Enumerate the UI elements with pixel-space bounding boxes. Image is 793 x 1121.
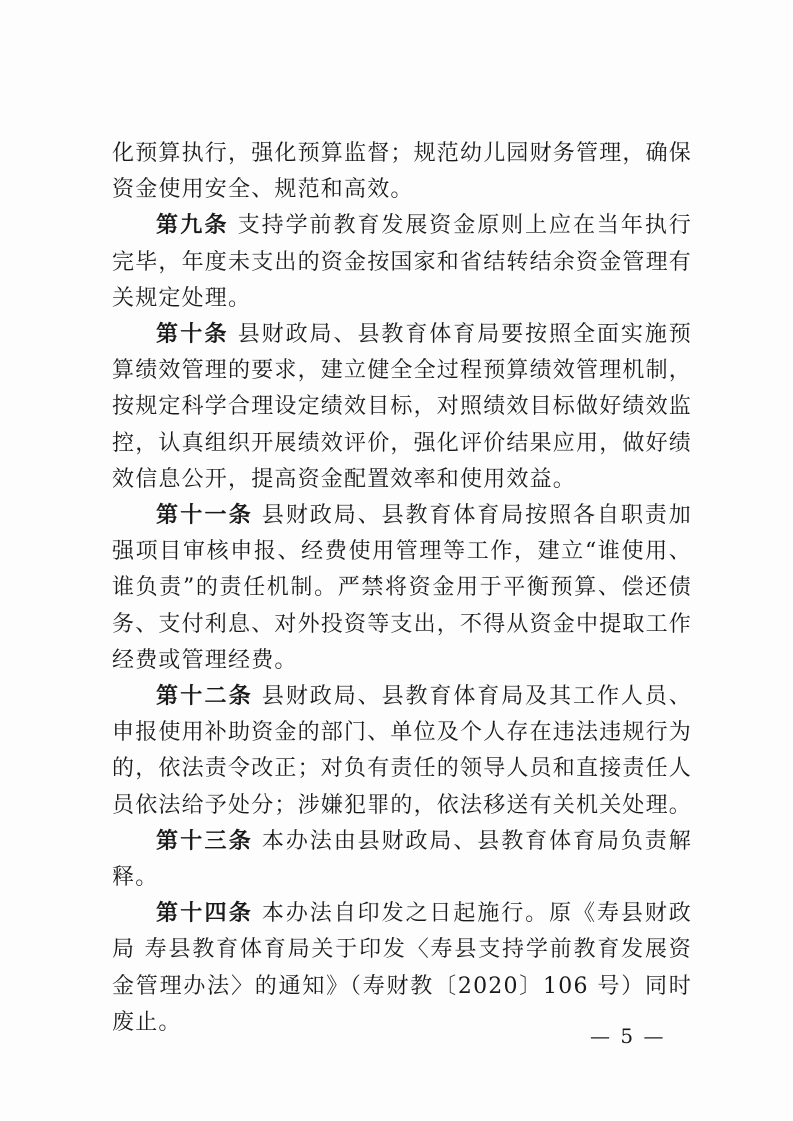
article-heading: 第十二条 — [156, 684, 253, 710]
article-heading: 第十三条 — [156, 828, 253, 854]
article-text: 县财政局、县教育体育局要按照全面实施预算绩效管理的要求，建立健全全过程预算绩效管理机制，按规定科学合理设定绩效目标，对照绩效目标做好绩效监控，认真组织开展绩效评价，强化评价结果应用，做好绩效信息公开，提高资金配置效率和使用效益。 — [112, 322, 693, 492]
article-12 — [112, 679, 692, 824]
paragraph-text: 化预算执行，强化预算监督；规范幼儿园财务管理，确保资金使用安全、规范和高效。 — [112, 141, 693, 203]
document-body — [112, 136, 692, 1041]
article-text: 本办法自印发之日起施行。原《寿县财政局 寿县教育体育局关于印发〈寿县支持学前教育发展资金管理办法〉的通知》（寿财教〔2020〕106 号）同时废止。 — [112, 901, 692, 1035]
article-10 — [112, 317, 692, 498]
page-number: — 5 — — [590, 1024, 666, 1048]
article-13 — [112, 824, 692, 896]
article-heading: 第十条 — [156, 322, 229, 348]
article-heading: 第十四条 — [156, 901, 253, 927]
article-text: 支持学前教育发展资金原则上应在当年执行完毕，年度未支出的资金按国家和省结转结余资金管理有关规定处理。 — [112, 213, 693, 311]
article-heading: 第十一条 — [156, 503, 253, 529]
article-14 — [112, 896, 692, 1041]
article-heading: 第九条 — [156, 213, 229, 239]
article-11 — [112, 498, 692, 679]
article-text: 县财政局、县教育体育局及其工作人员、申报使用补助资金的部门、单位及个人存在违法违规行为的，依法责令改正；对负有责任的领导人员和直接责任人员依法给予处分；涉嫌犯罪的，依法移送有关机关处理。 — [112, 684, 693, 818]
article-9 — [112, 208, 692, 317]
paragraph-continuation — [112, 136, 692, 208]
article-text: 本办法由县财政局、县教育体育局负责解释。 — [112, 828, 692, 891]
article-text: 县财政局、县教育体育局按照各自职责加强项目审核申报、经费使用管理等工作，建立“谁使用、谁负责”的责任机制。严禁将资金用于平衡预算、偿还债务、支付利息、对外投资等支出，不得从资金中提取工作经费或管理经费。 — [112, 503, 693, 673]
